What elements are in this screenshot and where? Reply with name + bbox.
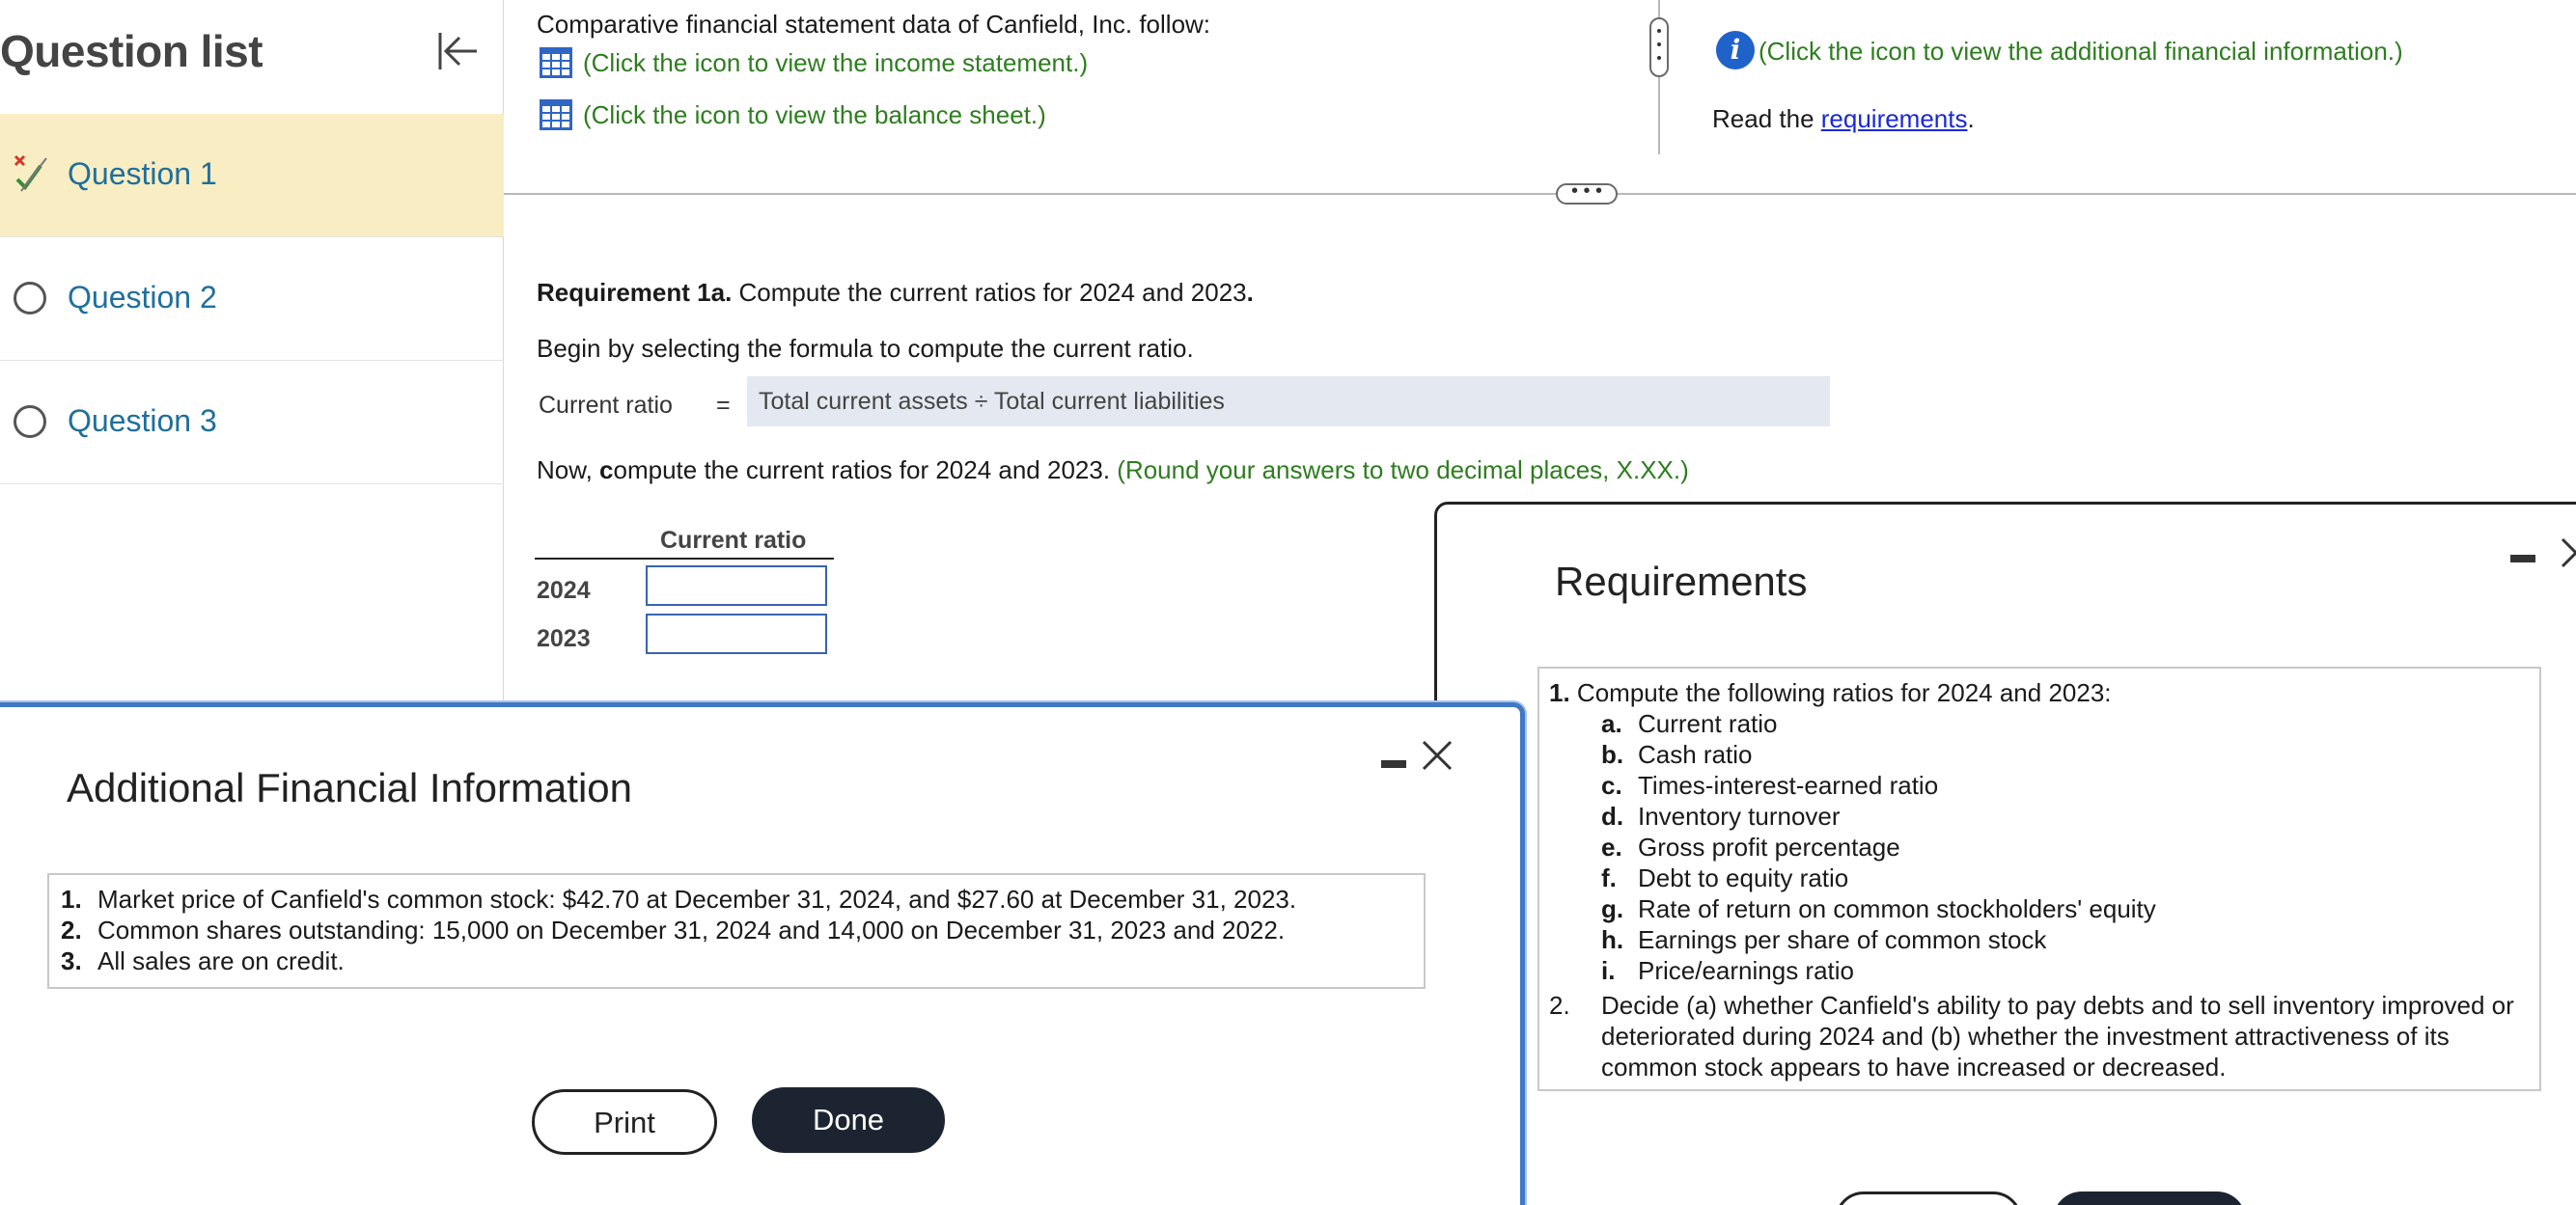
sub-item-letter: i. (1601, 956, 1616, 985)
additional-info-list (47, 873, 1426, 989)
sub-item-text: Cash ratio (1638, 740, 1753, 769)
item-text: All sales are on credit. (97, 946, 345, 975)
done-button[interactable] (2053, 1191, 2246, 1205)
sidebar-item-label: Question 3 (68, 403, 217, 438)
requirement-item-2-line: deteriorated during 2024 and (b) whether the investment attractiveness of its (1601, 1022, 2450, 1051)
minimize-icon[interactable] (2510, 555, 2535, 562)
begin-text: Begin by selecting the formula to compute the current ratio. (537, 334, 1194, 363)
requirement-sub-item (1601, 771, 1938, 801)
sub-item-letter: b. (1601, 740, 1624, 769)
requirement-sub-item (1601, 740, 1753, 770)
table-header-current-ratio: Current ratio (660, 527, 807, 554)
additional-info-item (61, 946, 345, 976)
close-icon[interactable] (2557, 534, 2576, 572)
income-statement-link[interactable]: (Click the icon to view the income statement.) (583, 48, 1089, 77)
print-button[interactable]: Print (532, 1089, 717, 1155)
sidebar-item-question-3[interactable] (0, 361, 504, 484)
sub-item-text: Price/earnings ratio (1638, 956, 1854, 985)
item-number: 1. (1549, 678, 1570, 707)
sidebar-item-question-2[interactable] (0, 237, 504, 361)
requirement-item-2-number: 2. (1549, 991, 1570, 1020)
close-icon[interactable] (1418, 736, 1456, 775)
sub-item-text: Current ratio (1638, 709, 1778, 738)
instruction-prefix: Now, (537, 455, 600, 484)
read-suffix: . (1967, 104, 1975, 133)
requirement-1a-text (537, 278, 1254, 308)
partial-check-icon (12, 152, 50, 195)
table-grid-icon[interactable] (539, 46, 573, 79)
formula-select[interactable] (747, 376, 1830, 426)
horizontal-divider (504, 193, 2576, 195)
intro-text: Comparative financial statement data of Canfield, Inc. follow: (537, 10, 1211, 39)
sub-item-text: Debt to equity ratio (1638, 863, 1849, 892)
item-number: 1. (61, 885, 82, 914)
vertical-resize-handle[interactable] (1649, 17, 1669, 77)
radio-circle-icon (14, 282, 46, 315)
sub-item-letter: d. (1601, 802, 1624, 831)
requirement-label: Requirement 1a. (537, 278, 733, 307)
sub-item-letter: e. (1601, 833, 1622, 862)
sub-item-letter: a. (1601, 709, 1622, 738)
row-year-2023: 2023 (537, 625, 591, 652)
sidebar-item-label: Question 1 (68, 156, 217, 191)
requirements-dialog (1434, 502, 2576, 1205)
read-prefix: Read the (1712, 104, 1821, 133)
item-text: Compute the following ratios for 2024 and 2023: (1576, 678, 2112, 707)
additional-info-link[interactable]: (Click the icon to view the additional financial information.) (1759, 37, 2403, 66)
radio-circle-icon (14, 405, 46, 438)
minimize-icon[interactable] (1381, 760, 1406, 768)
sub-item-text: Earnings per share of common stock (1638, 925, 2047, 954)
horizontal-resize-handle[interactable]: • • • (1556, 183, 1618, 205)
compute-instruction (537, 455, 1689, 485)
table-grid-icon[interactable] (539, 98, 573, 131)
requirement-sub-item (1601, 925, 2046, 955)
sub-item-letter: g. (1601, 894, 1624, 923)
sidebar-item-label: Question 2 (68, 280, 217, 315)
requirement-sub-item (1601, 894, 2156, 924)
instruction-bold: c (599, 455, 614, 484)
sidebar-title: Question list (0, 26, 263, 76)
print-button[interactable] (1835, 1191, 2022, 1205)
requirement-item-1 (1549, 678, 2112, 708)
requirements-link[interactable]: requirements (1820, 104, 1968, 133)
sub-item-letter: c. (1601, 771, 1622, 800)
balance-sheet-link[interactable]: (Click the icon to view the balance sheet.) (583, 100, 1046, 129)
requirement-sub-item (1601, 802, 1841, 832)
sub-item-text: Gross profit percentage (1638, 833, 1900, 862)
row-year-2024: 2024 (537, 577, 591, 604)
rounding-hint: (Round your answers to two decimal places, X.XX.) (1110, 455, 1689, 484)
additional-financial-information-dialog (0, 702, 1525, 1205)
requirement-sub-item (1601, 709, 1778, 739)
sidebar-item-question-1[interactable] (0, 114, 504, 237)
dialog-title: Requirements (1555, 559, 1808, 604)
requirement-sub-item (1601, 833, 1900, 863)
info-icon[interactable]: i (1716, 31, 1755, 69)
dialog-title: Additional Financial Information (67, 765, 632, 810)
collapse-left-icon[interactable] (432, 27, 481, 75)
requirement-body: Compute the current ratios for 2024 and 2023 (732, 278, 1247, 307)
instruction-body: ompute the current ratios for 2024 and 2023. (613, 455, 1111, 484)
requirement-sub-item (1601, 956, 1854, 986)
read-requirements-text (1712, 104, 1975, 134)
requirement-item-2-line: Decide (a) whether Canfield's ability to pay debts and to sell inventory improved or (1601, 991, 2514, 1020)
item-text: Market price of Canfield's common stock: $42.70 at December 31, 2024, and $27.60 at December 31, 2023. (97, 885, 1297, 914)
sub-item-letter: f. (1601, 863, 1617, 892)
additional-info-item (61, 885, 1296, 915)
formula-label: Current ratio (539, 392, 673, 419)
additional-info-item (61, 916, 1285, 945)
sub-item-text: Inventory turnover (1638, 802, 1841, 831)
done-button[interactable]: Done (752, 1087, 945, 1153)
requirement-end: . (1246, 278, 1254, 307)
item-number: 2. (61, 916, 82, 945)
formula-value: Total current assets ÷ Total current liabilities (759, 388, 1225, 415)
sub-item-text: Rate of return on common stockholders' equity (1638, 894, 2156, 923)
requirements-list (1537, 667, 2541, 1091)
requirement-item-2-line: common stock appears to have increased or decreased. (1601, 1053, 2227, 1082)
formula-equals: = (716, 392, 731, 419)
table-header-rule (535, 558, 834, 560)
sub-item-text: Times-interest-earned ratio (1638, 771, 1939, 800)
requirement-sub-item (1601, 863, 1848, 893)
item-number: 3. (61, 946, 82, 975)
current-ratio-2023-input[interactable] (646, 614, 827, 654)
current-ratio-2024-input[interactable] (646, 565, 827, 606)
sub-item-letter: h. (1601, 925, 1624, 954)
item-text: Common shares outstanding: 15,000 on December 31, 2024 and 14,000 on December 31, 2023 and 2022. (97, 916, 1286, 945)
